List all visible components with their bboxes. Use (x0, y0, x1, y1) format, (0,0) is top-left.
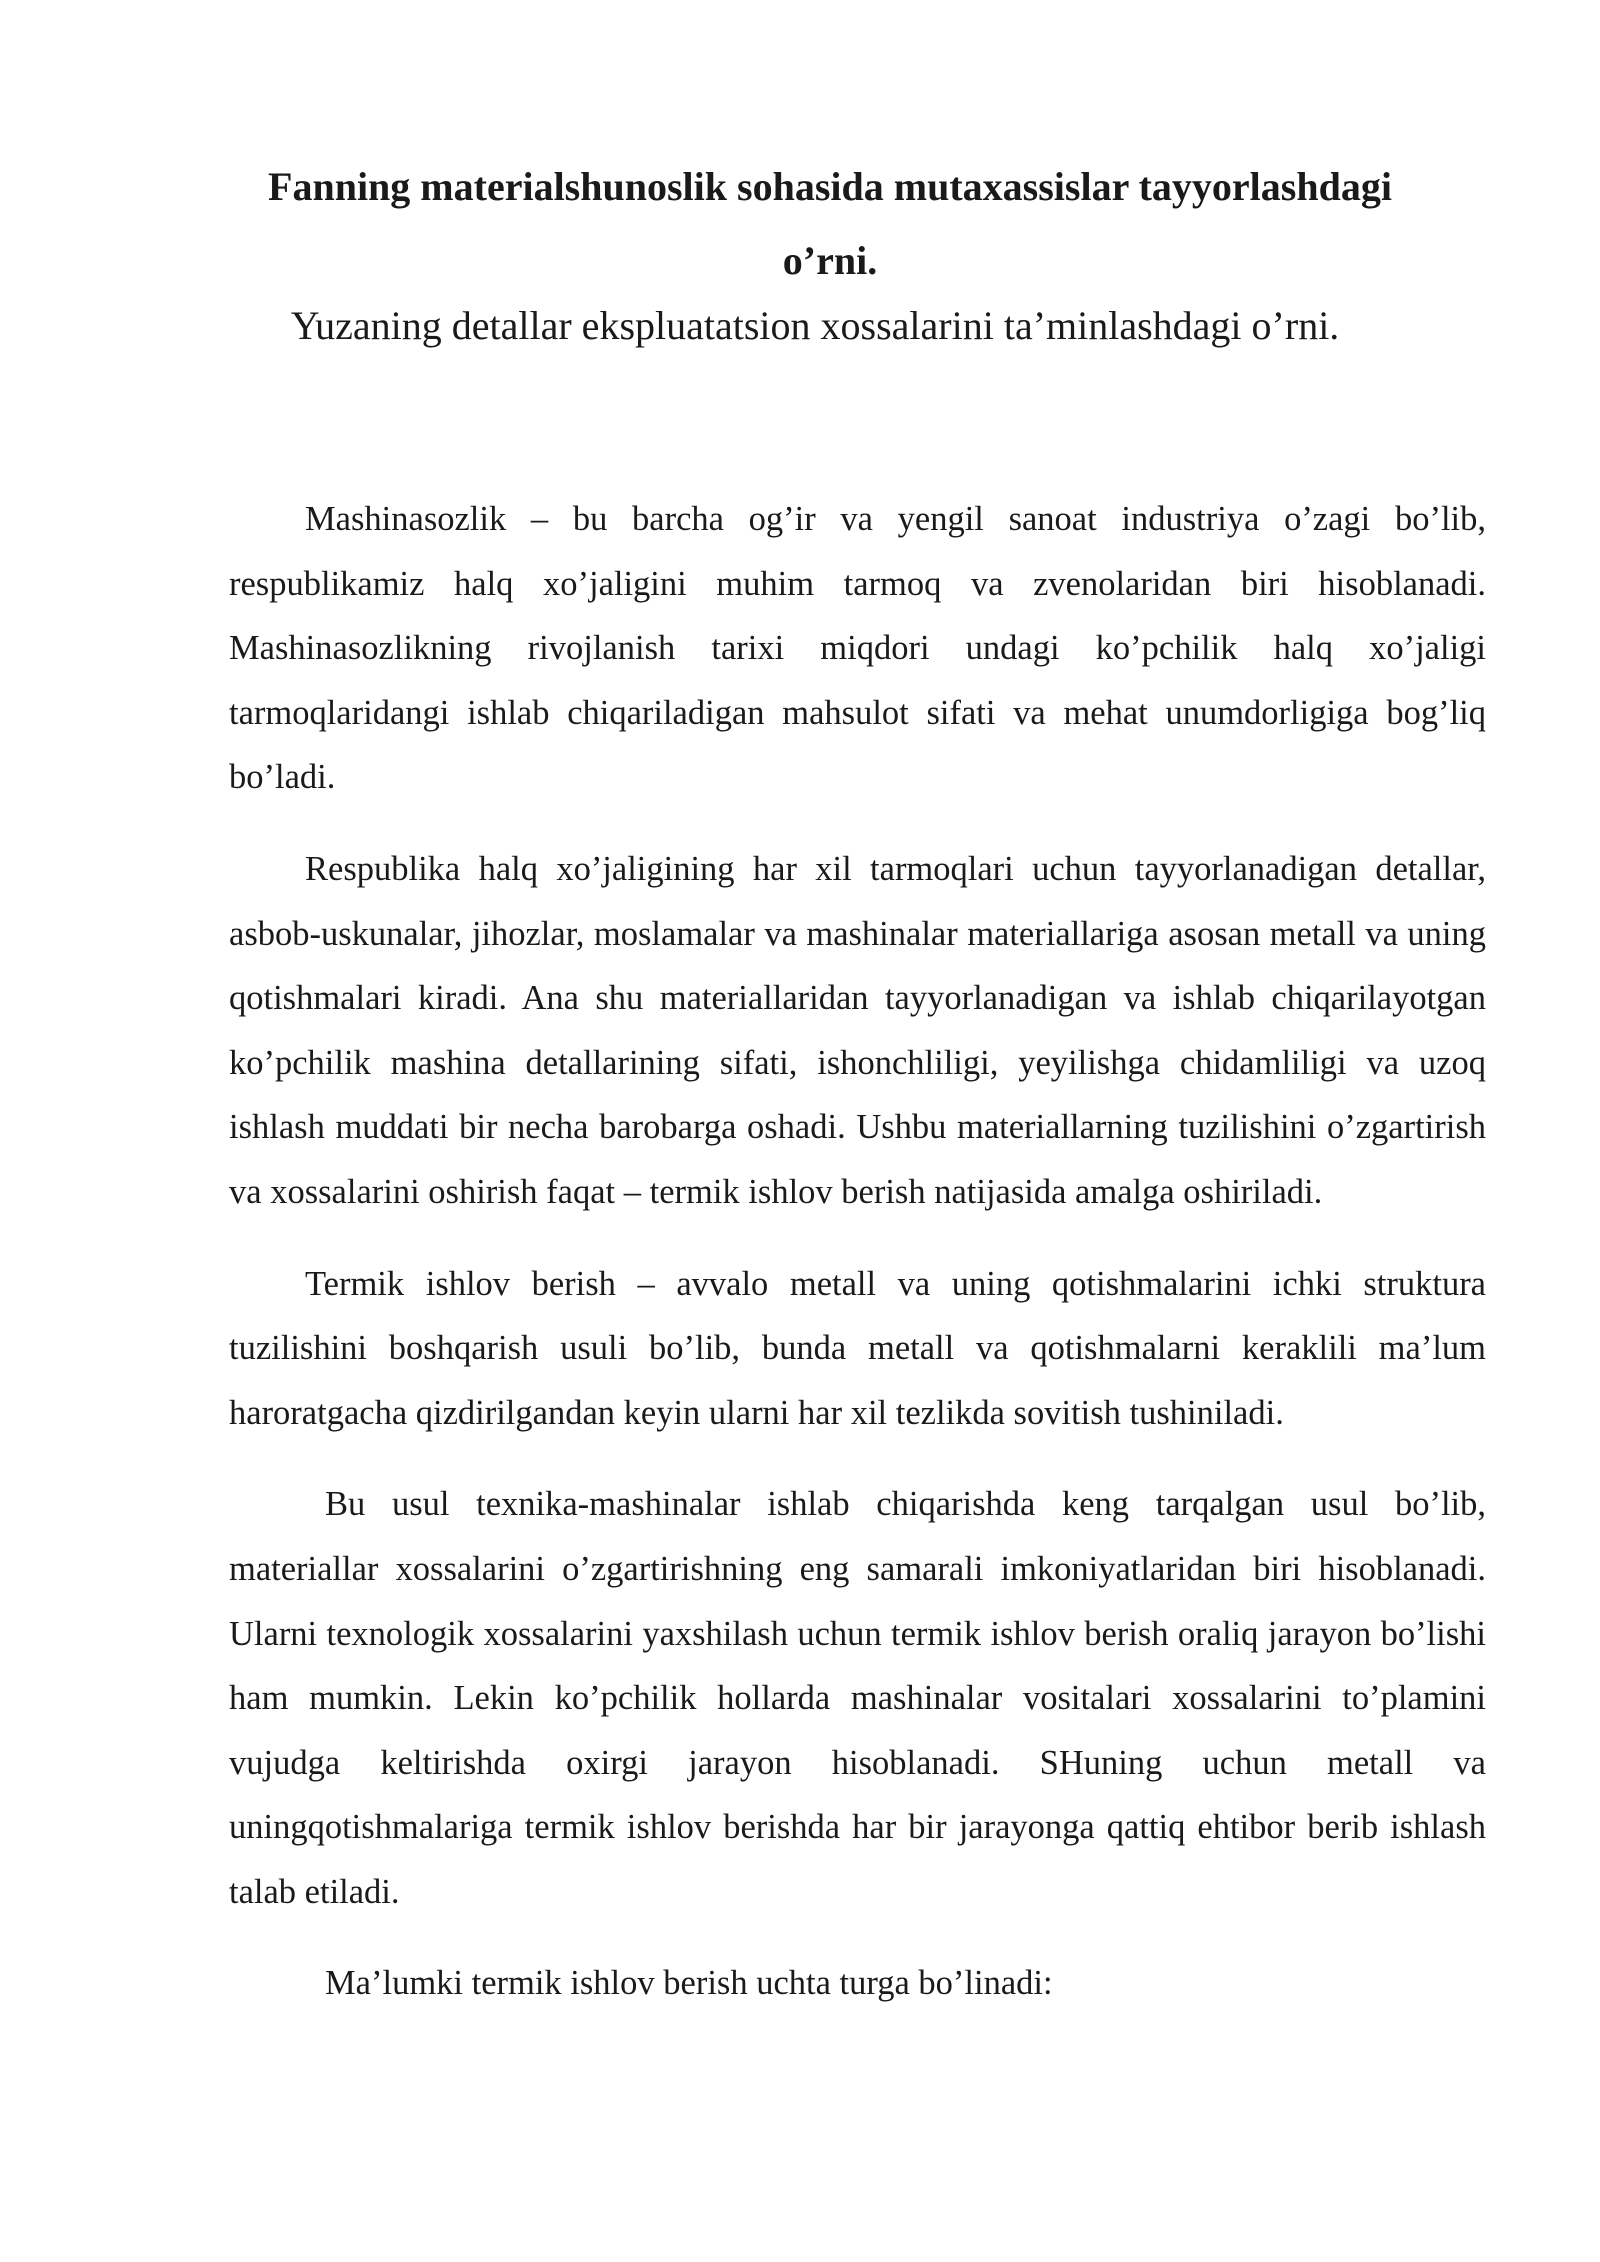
title-line-2: o’rni. (782, 238, 878, 283)
title-line-1: Fanning materialshunoslik sohasida mutaxassislar tayyorlashdagi (268, 164, 1392, 209)
document-title (230, 150, 1430, 298)
paragraph-4: Bu usul texnika-mashinalar ishlab chiqarishda keng tarqalgan usul bo’lib, materiallar xossalarini o’zgartirishning eng samarali imkoniyatlaridan biri hisoblanadi. Ularni texnologik xossalarini yaxshilash uchun termik ishlov berish oraliq jarayon bo’lishi ham mumkin. Lekin ko’pchilik hollarda mashinalar vositalari xossalarini to’plamini vujudga keltirishda oxirgi jarayon hisoblanadi. SHuning uchun metall va uningqotishmalariga termik ishlov berishda har bir jarayonga qattiq ehtibor berib ishlash talab etiladi. (229, 1485, 1486, 1911)
document-subtitle: Yuzaning detallar ekspluatatsion xossalarini ta’minlashdagi o’rni. (290, 303, 1340, 348)
paragraph-1: Mashinasozlik – bu barcha og’ir va yengil sanoat industriya o’zagi bo’lib, respublikamiz halq xo’jaligini muhim tarmoq va zvenolaridan biri hisoblanadi. Mashinasozlikning rivojlanish tarixi miqdori undagi ko’pchilik halq xo’jaligi tarmoqlaridangi ishlab chiqariladigan mahsulot sifati va mehat unumdorligiga bog’liq bo’ladi. (229, 500, 1486, 797)
paragraph-5: Ma’lumki termik ishlov berish uchta turga bo’linadi: (325, 1964, 1053, 2003)
document-body (229, 487, 1486, 2043)
paragraph-2: Respublika halq xo’jaligining har xil tarmoqlari uchun tayyorlanadigan detallar, asbob-uskunalar, jihozlar, moslamalar va mashinalar materiallariga asosan metall va uning qotishmalari kiradi. Ana shu materiallaridan tayyorlanadigan va ishlab chiqarilayotgan ko’pchilik mashina detallarining sifati, ishonchliligi, yeyilishga chidamliligi va uzoq ishlash muddati bir necha barobarga oshadi. Ushbu materiallarning tuzilishini o’zgartirish va xossalarini oshirish faqat – termik ishlov berish natijasida amalga oshiriladi. (229, 849, 1486, 1211)
paragraph-3: Termik ishlov berish – avvalo metall va uning qotishmalarini ichki struktura tuzilishini boshqarish usuli bo’lib, bunda metall va qotishmalarni keraklili ma’lum haroratgacha qizdirilgandan keyin ularni har xil tezlikda sovitish tushiniladi. (229, 1264, 1486, 1432)
